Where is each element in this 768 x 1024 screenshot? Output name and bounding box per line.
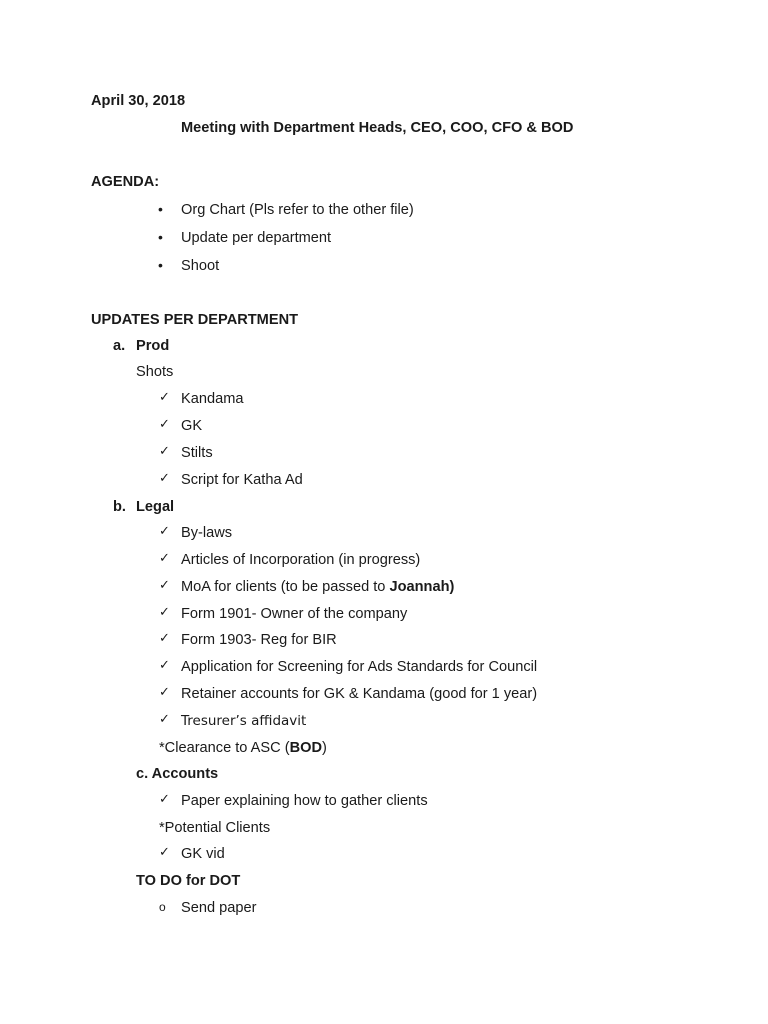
- checkmark-icon: ✓: [159, 551, 170, 566]
- section-title-accounts: c. Accounts: [136, 766, 219, 782]
- section-title-prod: Prod: [136, 338, 170, 354]
- checkmark-icon: ✓: [159, 390, 170, 405]
- note-text: *Clearance to ASC (: [159, 740, 290, 756]
- list-item: Application for Screening for Ads Standards for Council: [181, 659, 538, 675]
- checkmark-icon: ✓: [159, 712, 170, 727]
- checkmark-icon: ✓: [159, 792, 170, 807]
- list-item: Kandama: [181, 391, 244, 407]
- note-bold: BOD: [289, 740, 323, 756]
- checkmark-icon: ✓: [159, 444, 170, 459]
- agenda-item: Update per department: [181, 230, 332, 246]
- assignee-name: Joannah): [389, 579, 455, 595]
- agenda-item: Shoot: [181, 258, 220, 274]
- section-title-legal: Legal: [136, 499, 175, 515]
- checkmark-icon: ✓: [159, 631, 170, 646]
- circle-bullet-icon: o: [159, 900, 166, 914]
- accounts-note: *Potential Clients: [159, 820, 271, 836]
- document-date: April 30, 2018: [91, 93, 186, 109]
- shots-label: Shots: [136, 364, 174, 380]
- list-item-text: MoA for clients (to be passed to: [181, 579, 390, 595]
- todo-heading: TO DO for DOT: [136, 873, 241, 889]
- list-item: Articles of Incorporation (in progress): [181, 552, 421, 568]
- list-item: Paper explaining how to gather clients: [181, 793, 428, 809]
- bullet-icon: •: [158, 257, 163, 273]
- checkmark-icon: ✓: [159, 658, 170, 673]
- list-item: GK vid: [181, 846, 225, 862]
- bullet-icon: •: [158, 229, 163, 245]
- list-item: Retainer accounts for GK & Kandama (good for 1 year): [181, 686, 538, 702]
- list-item: By-laws: [181, 525, 233, 541]
- list-item: Form 1901- Owner of the company: [181, 606, 408, 622]
- note-text: ): [322, 740, 327, 756]
- agenda-item: Org Chart (Pls refer to the other file): [181, 202, 414, 218]
- meeting-title: Meeting with Department Heads, CEO, COO, CFO & BOD: [181, 120, 574, 136]
- checkmark-icon: ✓: [159, 605, 170, 620]
- legal-note: [159, 739, 327, 757]
- list-item: Send paper: [181, 900, 257, 916]
- section-marker: a.: [113, 338, 126, 354]
- section-marker: b.: [113, 499, 126, 515]
- checkmark-icon: ✓: [159, 471, 170, 486]
- updates-heading: UPDATES PER DEPARTMENT: [91, 312, 299, 328]
- agenda-heading: AGENDA:: [91, 174, 160, 190]
- bullet-icon: •: [158, 201, 163, 217]
- checkmark-icon: ✓: [159, 578, 170, 593]
- checkmark-icon: ✓: [159, 417, 170, 432]
- list-item: Form 1903- Reg for BIR: [181, 632, 337, 648]
- checkmark-icon: ✓: [159, 524, 170, 539]
- list-item: [181, 578, 454, 596]
- list-item: Script for Katha Ad: [181, 472, 303, 488]
- list-item: Tresurer’s affidavit: [181, 713, 307, 729]
- checkmark-icon: ✓: [159, 845, 170, 860]
- checkmark-icon: ✓: [159, 685, 170, 700]
- list-item: GK: [181, 418, 203, 434]
- list-item: Stilts: [181, 445, 213, 461]
